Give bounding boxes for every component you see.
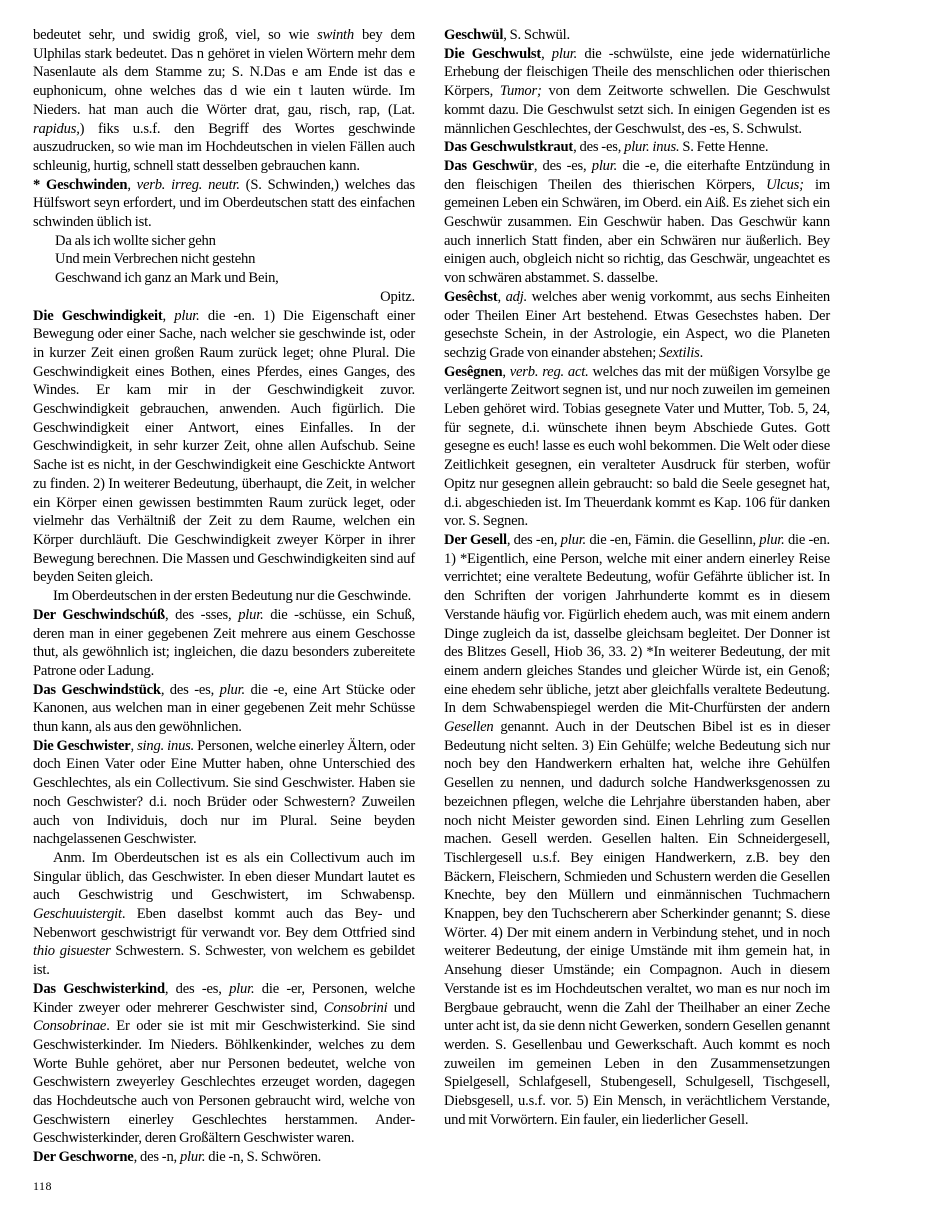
text-run: ) fiks u.s.f. den Begriff des Wortes geschwinde auszudrucken, so wie man im Hochdeutschen in vielen Fällen auch schleunig, hurtig, schnell statt desselben gebrauchen kann. — [33, 120, 415, 174]
text-run: die -e, eine Art Stücke oder Kanonen, aus welchen man in einer gegebenen Zeit mehr Schüsse thun kann, als aus den gewöhnlichen. — [33, 681, 415, 736]
headword: Geschwül — [444, 27, 504, 43]
text-run: . Er oder sie ist mit mir Geschwisterkind. Sie sind Geschwisterkinder. Im Nieders. Böhlkenkinder, welches zu dem Worte Buhle gehöret, aber nur Personen bedeutet, welche von Geschwistern zweyerley Geschlechtes erzeuget worden, dagegen das Hochdeutsche auch von Personen gebraucht wird, welche von Geschwistern einerley Geschlechtes herstammen. Ander-Geschwisterkinder, deren Großältern Geschwister waren. — [33, 1018, 415, 1147]
verse-attribution — [33, 288, 415, 307]
dictionary-entry — [33, 307, 415, 588]
text-run: die -en. 1) Die Eigenschaft einer Bewegung oder einer Sache, nach welcher sie geschwinde ist, oder in kurzer Zeit einen großen Raum zurück leget; ohne Plural. Die Geschwindigkeit eines Bothen, eines Pferdes, eines Ganges, des Windes. Er kam mir in der Geschwindigkeit zuvor. Geschwindigkeit gebrauchen, anwenden. Auch figürlich. Die Geschwindigkeit einer Antwort, eines Einfalles. In der Geschwindigkeit, in sehr kurzer Zeit, ohne allen Aufschub. Seine Sache ist es nicht, in der Geschwindigkeit eine Geschickte Antwort zu finden. 2) In weiterer Bedeutung, überhaupt, die Zeit, in welcher ein Körper einen gewissen bestimmten Raum zurück leget, oder vielmehr das Verhältniß der Zeit zu dem Raume, welchen ein Körper durchläuft. Die Geschwindigkeit zweyer Körper in ihrer Bewegung berechnen. Die Massen und Geschwindigkeiten sind auf beyden Seiten gleich. — [33, 307, 415, 586]
text-run: Anm. Im Oberdeutschen ist es als ein Collectivum auch im Singular üblich, das Geschwister. In eben dieser Mundart lautet es auch Geschwistrig und Geschwistert, im Schwabensp. — [33, 849, 415, 904]
text-run: die -en. 1) *Eigentlich, eine Person, welche mit einer andern einerley Reise verrichtet; eine veraltete Bedeutung, wofür Gefährte üblicher ist. In den Schriften der vorigen Jahrhunderte kommt es in diesem Verstande häufig vor. Figürlich ehedem auch, was mit einem andern Dinge zugleich da ist, dasselbe gleichsam begleitet. Der Donner ist des Blitzes Gesell, Hiob 36, 33. 2) *In weiterer Bedeutung, der mit einem andern gleiches Standes und gleicher Würde ist, ein Genoß; eine ehedem sehr übliche, jetzt aber gleichfalls veraltete Bedeutung. In dem Schwabenspiegel werden die Mit-Churfürsten der andern — [444, 531, 830, 717]
italic-term: plur. — [219, 681, 245, 698]
text-run: , — [127, 176, 137, 193]
text-run: welches das mit der müßigen Vorsylbe ge verlängerte Zeitwort segnen ist, und nur noch zuweilen im gemeinen Leben gehöret wird. Tobias gesegnete Vater und Mutter, Tob. 5, 24, für segnete, d.i. wünschete ihnen beym Abschiede Gutes. Gott gesegne es euch! lasse es euch wohl bekommen. Die Welt oder diese Zeitlichkeit gesegnen, ein veralteter Ausdruck für sterben, wofür Opitz nur gesegnen allein gebraucht: so bald die Seele gesegnet hat, d.i. abgeschieden ist. Im Theuerdank kommt es Kap. 106 für danken vor. S. Segnen. — [444, 363, 830, 530]
italic-term: Ulcus; — [766, 176, 804, 193]
italic-term: Consobrini — [323, 999, 388, 1016]
text-run: , — [541, 45, 552, 62]
text-run: (S. Schwinden,) welches das Hülfswort seyn erfordert, und im Oberdeutschen statt des einfachen schwinden üblich ist. — [33, 176, 415, 231]
text-run: von dem Zeitworte schwellen. Die Geschwulst kommt dazu. Die Geschwulst setzt sich. In einigen Gegenden ist es männlichen Geschlechtes, der Geschwulst, des -es, S. Schwulst. — [444, 83, 830, 137]
italic-term: plur. — [759, 531, 785, 548]
text-run: , — [497, 288, 506, 305]
dictionary-entry — [33, 737, 415, 849]
text-run: , des -es, — [164, 980, 230, 997]
headword: Das Geschwür — [444, 157, 534, 174]
headword: Der Geschwindschúß — [33, 606, 165, 623]
text-run: Opitz. — [380, 288, 415, 305]
headword: Die Geschwindigkeit — [33, 307, 163, 324]
italic-term: thio gisuester — [33, 943, 111, 960]
text-run: und — [387, 999, 415, 1016]
left-column — [33, 26, 415, 1167]
italic-term: verb. irreg. neutr. — [136, 176, 240, 193]
text-run: bedeutet sehr, und swidig groß, viel, so wie — [33, 27, 318, 43]
dictionary-entry — [444, 26, 830, 45]
text-run: , des -es, — [160, 681, 220, 698]
text-run: welches aber wenig vorkommt, aus sechs Einheiten oder Theilen Einer Art bestehend. Etwas Gesechstes haben. Der gesechste Schein, in der Astrologie, ein Aspect, wo die Planeten sechzig Grade von einander abstehen; — [444, 288, 830, 361]
italic-term: plur. — [551, 45, 578, 62]
italic-term: plur. — [238, 606, 264, 623]
text-run: Im Oberdeutschen in der ersten Bedeutung nur die Geschwinde. — [53, 588, 412, 605]
text-run: Schwestern. S. Schwester, von welchem es gebildet ist. — [33, 943, 415, 979]
text-run: genannt. Auch in der Deutschen Bibel ist es in dieser Bedeutung nicht selten. 3) Ein Gehülfe; welche Bedeutung sich nur noch bey den Handwerkern erhalten hat, welche ihre Gehülfen Gesellen zu nennen, und dadurch solche Handwerksgenossen zu bezeichnen pflegen, welche die Lehrjahre überstanden haben, aber noch nicht Meister geworden sind. Einen Lehrling zum Gesellen machen. Gesell werden. Gesellen halten. Ein Schneidergesell, Tischlergesell u.s.f. Bey einigen Handwerkern, z.B. bey den Bäckern, Fleischern, Schmieden und Schustern werden die Gesellen Knechte, bey den Müllern und einmännischen Tuchmachern Knappen, bey den Tuchscherern aber Scherkinder genannt; S. diese Wörter. 4) Der mit einem andern in Verbindung stehet, und in noch weiterer Bedeutung, der einige Umstände mit ihm gemein hat, in Ansehung dieser Umstände; ein Compagnon. Auch in diesem Verstande ist es im Hochdeutschen veraltet, wo man es nur noch im Bergbaue gebraucht, wenn die Zahl der Theilhaber an einer Zeche unter acht ist, da sie denn nicht Gewerken, sondern Gesellen genannt werden. S. Gesellenbau und Gewerkschaft. Auch kommt es noch zuweilen im gemeinen Leben in den Zusammensetzungen Spielgesell, Schlafgesell, Stubengesell, Schulgesell, Tischgesell, Diebsgesell, u.s.f. vor. 5) Ein Mensch, in verächtlichem Verstande, und mit Vorwörtern. Ein fauler, ein liederlicher Gesell. — [444, 719, 830, 1128]
dictionary-entry — [33, 606, 415, 681]
italic-term: plur. — [174, 307, 200, 324]
italic-term: plur. — [560, 531, 586, 548]
paragraph — [33, 26, 415, 176]
italic-term: verb. reg. act. — [509, 363, 589, 380]
text-run: , des -n, — [133, 1149, 180, 1166]
text-run: bey dem Ulphilas stark bedeutet. Das n gehöret in vielen Wörtern mehr dem Nasenlaute als dem Stamme zu; S. N.Das e am Ende ist das e euphonicum, ohne welches das d wie ein t lauten würde. Im Nieders. hat man auch die Wörter drat, gau, risch, rap, (Lat. — [33, 27, 415, 118]
headword: * Geschwinden — [33, 176, 128, 193]
right-column — [444, 26, 830, 1129]
italic-term: Sextilis — [659, 344, 700, 361]
dictionary-entry — [33, 980, 415, 1148]
headword: Der Geschworne — [33, 1149, 134, 1166]
text-run: die -e, die eiterhafte Entzündung in den fleischigen Theilen des thierischen Körpers, — [444, 157, 831, 193]
dictionary-entry — [33, 681, 415, 737]
page-number: 118 — [33, 1179, 53, 1193]
text-run: , des -en, — [506, 531, 561, 548]
text-run: die -er, Personen, welche Kinder zweyer oder mehrerer Geschwister sind, — [33, 980, 415, 1016]
italic-term: Tumor; — [499, 83, 542, 100]
text-run: Personen, welche einerley Ältern, oder doch Einen Vater oder Eine Mutter haben, ohne Unterschied des Geschlechtes, als ein Collectivum. Sie sind Geschwister. Haben sie noch Geschwister? d.i. noch Brüder oder Schwestern? Zuweilen auch von Individuis, doch nur im Plural. Seine beyden nachgelassenen Geschwister. — [33, 737, 415, 848]
text-run: , S. Schwül. — [503, 27, 570, 43]
text-run: , — [130, 737, 138, 754]
text-run: , des -es, — [573, 139, 625, 156]
dictionary-entry — [444, 531, 830, 1130]
italic-term: Geschuuistergit — [33, 906, 122, 923]
text-run: die -n, S. Schwören. — [205, 1149, 322, 1166]
text-run: . Eben daselbst kommt auch das Bey- und Nebenwort geschwistrigt für verwandt vor. Bey dem Ottfried sind — [33, 906, 415, 941]
dictionary-entry — [444, 45, 830, 139]
headword: Die Geschwister — [33, 737, 131, 754]
italic-term: adj. — [505, 288, 528, 305]
italic-term: rapidus, — [33, 120, 80, 137]
text-run: im gemeinen Leben ein Schwären, im Oberd. ein Aiß. Es ziehet sich ein Geschwür zusammen. Ein Geschwür haben. Das Geschwür kann auch innerlich Statt finden, aber ein Schwären nur äußerlich. Bey einigen auch, obgleich nicht so richtig, das Geschwär, ungeachtet es von schwären abstammet. S. dasselbe. — [444, 176, 830, 287]
dictionary-entry — [444, 157, 830, 288]
text-run: , des -sses, — [164, 606, 239, 623]
italic-term: plur. — [179, 1149, 206, 1166]
headword: Gesêchst — [444, 288, 498, 305]
text-run: , — [162, 307, 175, 324]
dictionary-entry — [33, 1148, 415, 1167]
text-run: Da als ich wollte sicher gehn — [55, 232, 216, 249]
text-run: Und mein Verbrechen nicht gestehn — [55, 251, 256, 268]
headword: Das Geschwisterkind — [33, 980, 165, 997]
text-run: die -schüsse, ein Schuß, deren man in einer gegebenen Zeit mehrere aus einem Geschosse thut, als gewöhnlich ist; ingleichen, die dazu besonders zubereitete Patrone oder Ladung. — [33, 606, 416, 679]
text-run: Geschwand ich ganz an Mark und Bein, — [55, 270, 279, 287]
italic-term: plur. — [591, 157, 618, 174]
text-run: die -schwülste, eine jede widernatürliche Erhebung der fleischigen Theile des menschlichen oder thierischen Körpers, — [444, 45, 830, 100]
verse-line — [55, 250, 415, 269]
headword: Die Geschwulst — [444, 45, 542, 62]
italic-term: swinth — [317, 27, 355, 43]
italic-term: Consobrinae — [33, 1018, 107, 1035]
italic-term: plur. inus. — [624, 139, 680, 156]
text-run: , des -es, — [533, 157, 592, 174]
dictionary-entry — [444, 138, 830, 157]
italic-term: Gesellen — [444, 719, 494, 736]
italic-term: plur. — [229, 980, 255, 997]
text-run: S. Fette Henne. — [679, 139, 769, 156]
verse-line — [55, 232, 415, 251]
dictionary-entry — [33, 176, 415, 232]
headword: Der Gesell — [444, 531, 507, 548]
dictionary-entry — [444, 288, 830, 363]
text-run: die -en, Fämin. die Gesellinn, — [586, 531, 760, 548]
headword: Gesêgnen — [444, 363, 503, 380]
italic-term: sing. inus. — [137, 737, 195, 754]
text-run: . — [699, 344, 704, 361]
paragraph — [33, 849, 415, 980]
paragraph — [33, 587, 415, 606]
verse-line — [55, 269, 415, 288]
headword: Das Geschwulstkraut — [444, 139, 574, 156]
dictionary-entry — [444, 363, 830, 531]
headword: Das Geschwindstück — [33, 681, 161, 698]
text-run: , — [502, 363, 510, 380]
